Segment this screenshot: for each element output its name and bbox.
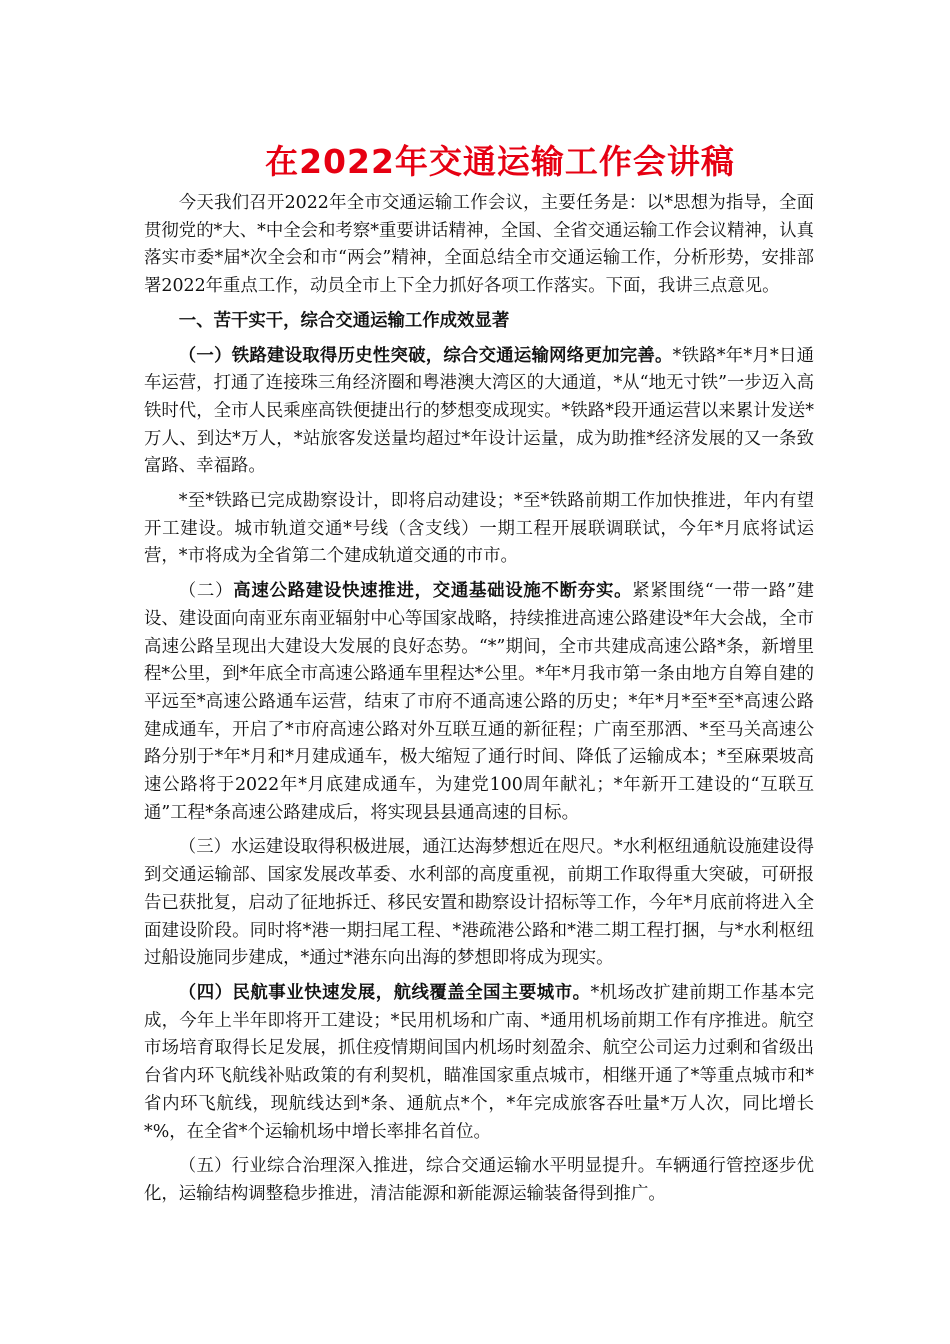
paragraph-railway [144, 343, 814, 482]
paragraph-aviation-text: *机场改扩建前期工作基本完成，今年上半年即将开工建设；*民用机场和广南、*通用机场前期工作有序推进。航空市场培育取得长足发展，抓住疫情期间国内机场时刻盈余、航空公司运力过剩和省级出台省内环飞航线补贴政策的有利契机，瞄准国家重点城市，相继开通了*等重点城市和*省内环飞航线，现航线达到*条、通航点*个，*年完成旅客吞吐量*万人次，同比增长*%，在全省*个运输机场中增长率排名首位。 [144, 982, 814, 1142]
paragraph-aviation [144, 980, 814, 1146]
paragraph-highway-text: 紧紧围绕“一带一路”建设、建设面向南亚东南亚辐射中心等国家战略，持续推进高速公路建设*年大会战，全市高速公路呈现出大建设大发展的良好态势。“*”期间，全市共建成高速公路*条，新增里程*公里，到*年底全市高速公路通车里程达*公里。*年*月我市第一条由地方自筹自建的平远至*高速公路通车运营，结束了市府不通高速公路的历史；*年*月*至*至*高速公路建成通车，开启了*市府高速公路对外互联互通的新征程；广南至那洒、*至马关高速公路分别于*年*月和*月建成通车，极大缩短了通行时间、降低了运输成本；*至麻栗坡高速公路将于2022年*月底建成通车，为建党100周年献礼；*年新开工建设的“互联互通”工程*条高速公路建成后，将实现县县通高速的目标。 [144, 581, 814, 823]
paragraph-railway-text: *铁路*年*月*日通车运营，打通了连接珠三角经济圈和粤港澳大湾区的大通道，*从“地无寸铁”一步迈入高铁时代，全市人民乘座高铁便捷出行的梦想变成现实。*铁路*段开通运营以来累计发送*万人、到达*万人，*站旅客发送量均超过*年设计运量，成为助推*经济发展的又一条致富路、幸福路。 [144, 345, 814, 477]
document-body [144, 190, 814, 1216]
section-heading-1: 一、苦干实干，综合交通运输工作成效显著 [178, 310, 510, 331]
document-title: 在2022年交通运输工作会讲稿 [265, 142, 735, 181]
paragraph-highway-lead: 高速公路建设快速推进，交通基础设施不断夯实。 [233, 581, 633, 602]
intro-paragraph: 今天我们召开2022年全市交通运输工作会议，主要任务是：以*思想为指导，全面贯彻党的*大、*中全会和考察*重要讲话精神，全国、全省交通运输工作会议精神，认真落实市委*届*次全会和市“两会”精神，全面总结全市交通运输工作，分析形势，安排部署2022年重点工作，动员全市上下全力抓好各项工作落实。下面，我讲三点意见。 [144, 193, 814, 297]
paragraph-railway-progress: *至*铁路已完成勘察设计，即将启动建设；*至*铁路前期工作加快推进，年内有望开工建设。城市轨道交通*号线（含支线）一期工程开展联调联试，今年*月底将试运营，*市将成为全省第二个建成轨道交通的市市。 [144, 491, 814, 567]
paragraph-railway-lead: （一）铁路建设取得历史性突破，综合交通运输网络更加完善。 [178, 345, 673, 366]
paragraph-waterway: （三）水运建设取得积极进展，通江达海梦想近在咫尺。*水利枢纽通航设施建设得到交通运输部、国家发展改革委、水利部的高度重视，前期工作取得重大突破，可研报告已获批复，启动了征地拆迁、移民安置和勘察设计招标等工作，今年*月底前将进入全面建设阶段。同时将*港一期扫尾工程、*港疏港公路和*港二期工程打捆，与*水利枢纽过船设施同步建成，*通过*港东向出海的梦想即将成为现实。 [144, 837, 814, 969]
paragraph-highway [144, 578, 814, 827]
paragraph-governance: （五）行业综合治理深入推进，综合交通运输水平明显提升。车辆通行管控逐步优化，运输结构调整稳步推进，清洁能源和新能源运输装备得到推广。 [144, 1156, 814, 1204]
paragraph-highway-prefix: （二） [178, 581, 234, 602]
paragraph-aviation-lead: （四）民航事业快速发展，航线覆盖全国主要城市。 [178, 982, 591, 1003]
